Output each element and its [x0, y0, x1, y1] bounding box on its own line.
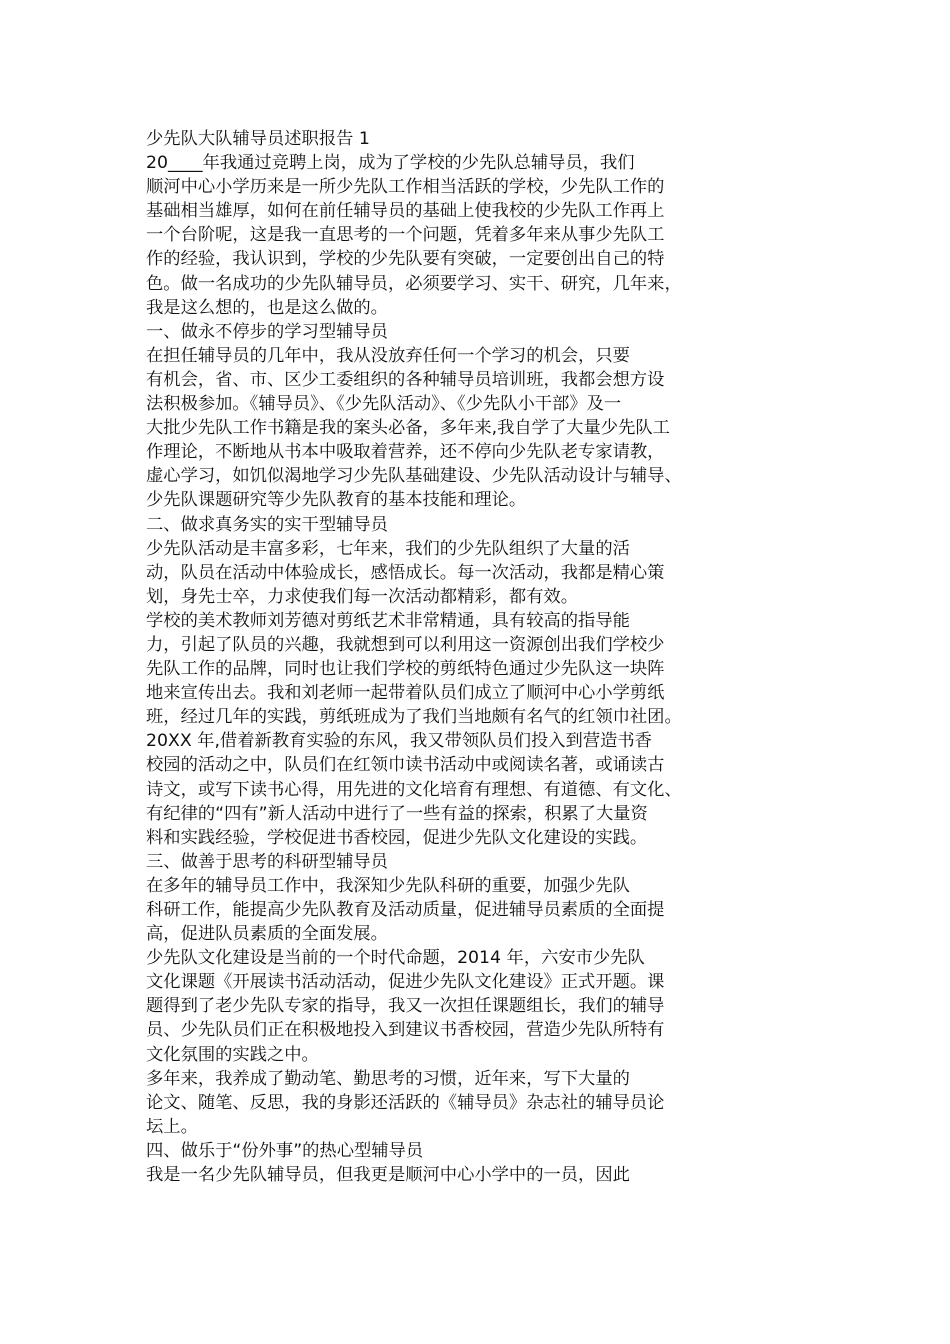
section-heading: 三、做善于思考的科研型辅导员	[146, 851, 388, 872]
paragraph-line: 论文、随笔、反思，我的身影还活跃的《辅导员》杂志社的辅导员论	[146, 1092, 665, 1113]
document-body	[146, 127, 746, 1187]
paragraph-line: 多年来，我养成了勤动笔、勤思考的习惯，近年来，写下大量的	[146, 1068, 630, 1089]
paragraph-line: 文化课题《开展读书活动活动，促进少先队文化建设》正式开题。课	[146, 972, 665, 993]
paragraph-line: 力，引起了队员的兴趣，我就想到可以利用这一资源创出我们学校少	[146, 634, 665, 655]
paragraph-line: 作的经验，我认识到，学校的少先队要有突破，一定要创出自己的特	[146, 249, 665, 270]
paragraph-line: 题得到了老少先队专家的指导，我又一次担任课题组长，我们的辅导	[146, 996, 665, 1017]
paragraph-line: 文化氛围的实践之中。	[146, 1044, 319, 1065]
paragraph-line: 班，经过几年的实践，剪纸班成为了我们当地颇有名气的红领巾社团。	[146, 707, 682, 728]
section-heading: 四、做乐于“份外事”的热心型辅导员	[146, 1140, 424, 1161]
paragraph-line: 料和实践经验，学校促进书香校园，促进少先队文化建设的实践。	[146, 827, 648, 848]
paragraph-line: 色。做一名成功的少先队辅导员，必须要学习、实干、研究，几年来，	[146, 273, 682, 294]
paragraph-line: 少先队课题研究等少先队教育的基本技能和理论。	[146, 490, 527, 511]
paragraph-line: 基础相当雄厚，如何在前任辅导员的基础上使我校的少先队工作再上	[146, 201, 665, 222]
paragraph-line: 少先队文化建设是当前的一个时代命题，2014 年，六安市少先队	[146, 948, 645, 969]
paragraph-line: 20XX 年,借着新教育实验的东风，我又带领队员们投入到营造书香	[146, 731, 652, 752]
paragraph-line: 员、少先队员们正在积极地投入到建议书香校园，营造少先队所特有	[146, 1020, 665, 1041]
paragraph-line: 少先队活动是丰富多彩，七年来，我们的少先队组织了大量的活	[146, 538, 630, 559]
paragraph-line: 学校的美术教师刘芳德对剪纸艺术非常精通，具有较高的指导能	[146, 610, 630, 631]
paragraph-line: 有机会，省、市、区少工委组织的各种辅导员培训班，我都会想方设	[146, 369, 665, 390]
paragraph-line: 大批少先队工作书籍是我的案头必备，多年来,我自学了大量少先队工	[146, 418, 670, 439]
paragraph-line: 作理论，不断地从书本中吸取着营养，还不停向少先队老专家请教，	[146, 442, 665, 463]
paragraph-line: 我是一名少先队辅导员，但我更是顺河中心小学中的一员，因此	[146, 1165, 630, 1186]
paragraph-line: 有纪律的“四有”新人活动中进行了一些有益的探索，积累了大量资	[146, 803, 648, 824]
paragraph-line: 20____年我通过竞聘上岗，成为了学校的少先队总辅导员，我们	[146, 153, 635, 174]
paragraph-line: 诗文，或写下读书心得，用先进的文化培育有理想、有道德、有文化、	[146, 779, 682, 800]
paragraph-line: 先队工作的品牌，同时也让我们学校的剪纸特色通过少先队这一块阵	[146, 659, 665, 680]
paragraph-line: 法积极参加。《辅导员》、《少先队活动》、《少先队小干部》及一	[146, 394, 622, 415]
paragraph-line: 在多年的辅导员工作中，我深知少先队科研的重要，加强少先队	[146, 875, 630, 896]
paragraph-line: 校园的活动之中，队员们在红领巾读书活动中或阅读名著，或诵读古	[146, 755, 665, 776]
paragraph-line: 划，身先士卒，力求使我们每一次活动都精彩，都有效。	[146, 586, 579, 607]
paragraph-line: 在担任辅导员的几年中，我从没放弃任何一个学习的机会，只要	[146, 345, 630, 366]
paragraph-line: 我是这么想的，也是这么做的。	[146, 297, 388, 318]
paragraph-line: 虚心学习，如饥似渴地学习少先队基础建设、少先队活动设计与辅导、	[146, 466, 682, 487]
paragraph-line: 顺河中心小学历来是一所少先队工作相当活跃的学校，少先队工作的	[146, 177, 665, 198]
paragraph-line: 科研工作，能提高少先队教育及活动质量，促进辅导员素质的全面提	[146, 900, 665, 920]
paragraph-line: 高，促进队员素质的全面发展。	[146, 924, 388, 945]
paragraph-line: 坛上。	[146, 1116, 198, 1137]
section-heading: 一、做永不停步的学习型辅导员	[146, 321, 388, 342]
section-heading: 二、做求真务实的实干型辅导员	[146, 514, 388, 535]
paragraph-line: 地来宣传出去。我和刘老师一起带着队员们成立了顺河中心小学剪纸	[146, 683, 665, 704]
paragraph-line: 动，队员在活动中体验成长，感悟成长。每一次活动，我都是精心策	[146, 562, 665, 583]
report-title: 少先队大队辅导员述职报告 1	[146, 129, 370, 149]
paragraph-line: 一个台阶呢，这是我一直思考的一个问题，凭着多年来从事少先队工	[146, 225, 665, 246]
